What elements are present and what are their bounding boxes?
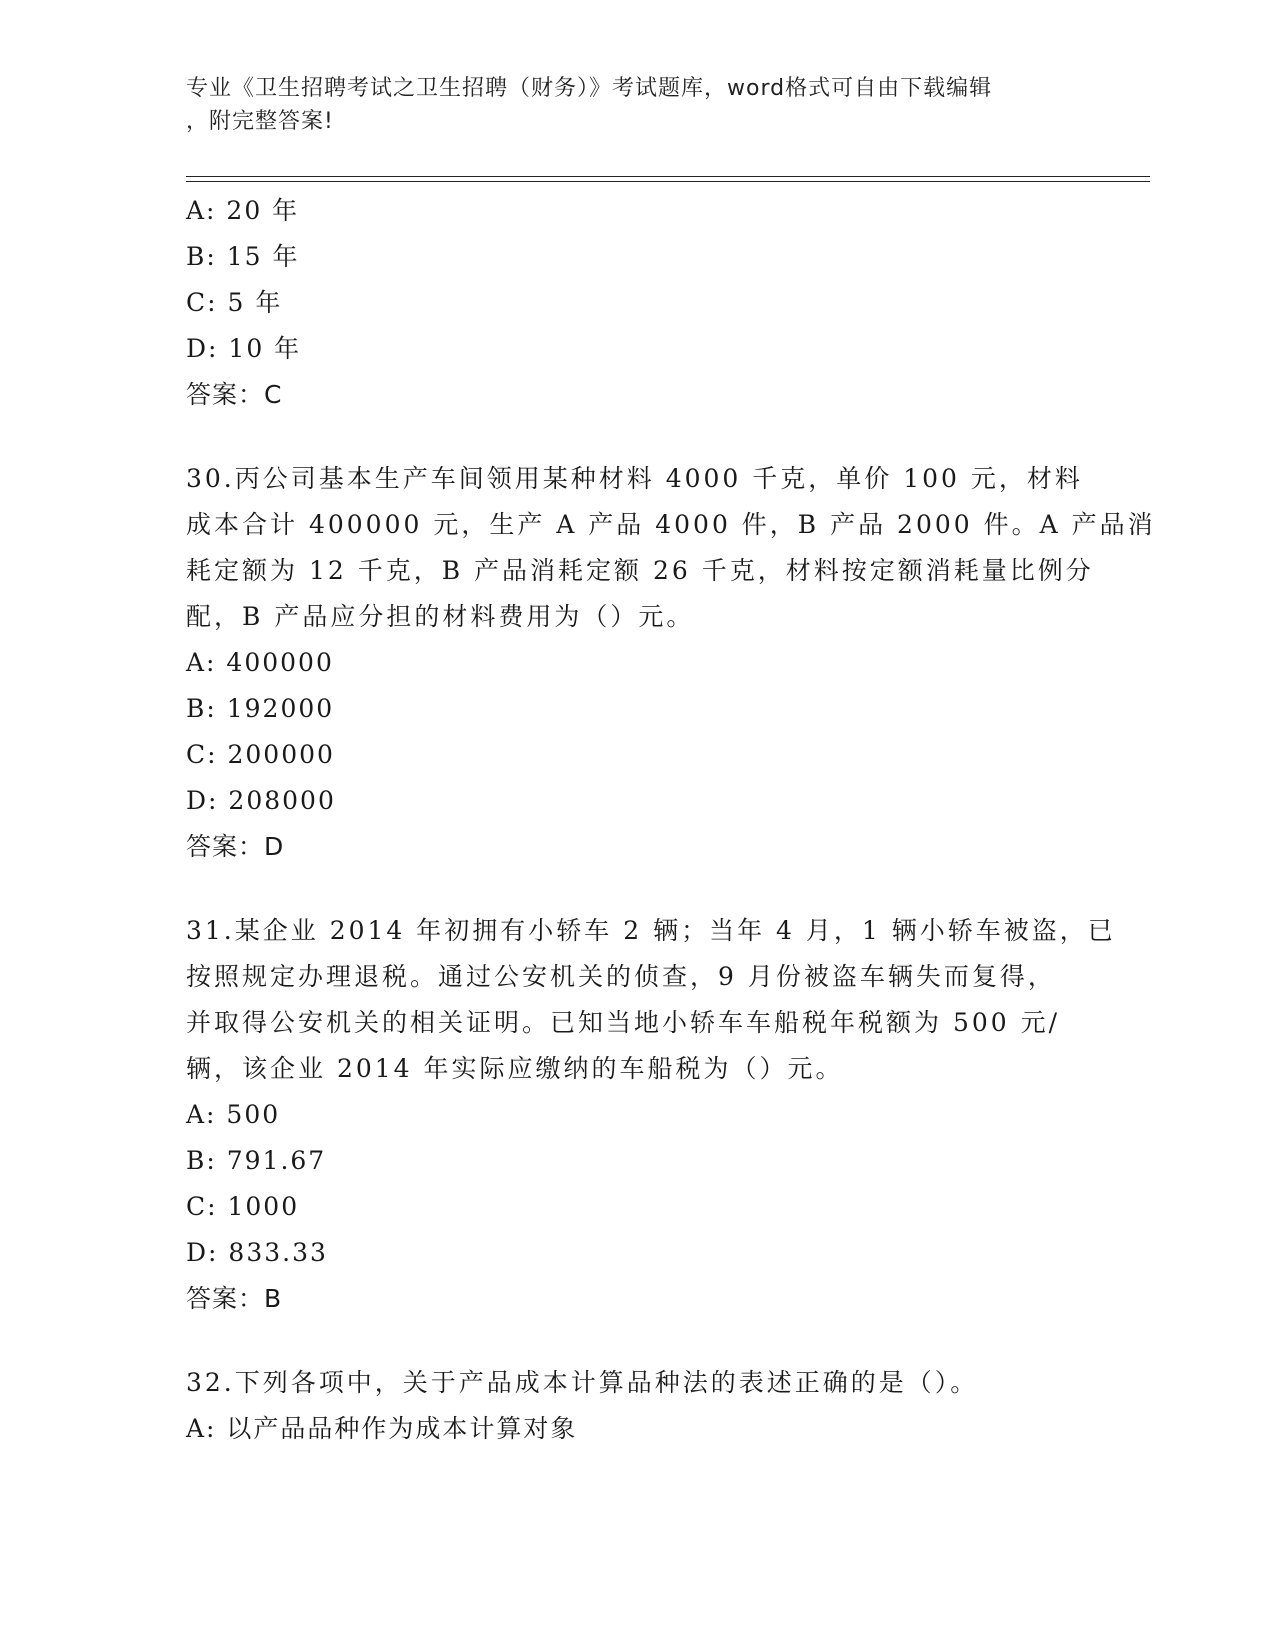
answer: 答案：B: [186, 1284, 283, 1313]
question-32: [186, 1360, 1086, 1452]
option-c: C: 1000: [186, 1192, 300, 1221]
header-line-2: ，附完整答案!: [186, 109, 334, 134]
question-text-line: 按照规定办理退税。通过公安机关的侦查，9 月份被盗车辆失而复得，: [186, 962, 1056, 991]
header-divider-top: [186, 176, 1150, 177]
header-line-1: 专业《卫生招聘考试之卫生招聘（财务）》考试题库，word格式可自由下载编辑: [186, 76, 993, 101]
option-a: A: 以产品品种作为成本计算对象: [186, 1414, 578, 1443]
question-text-line: 30.丙公司基本生产车间领用某种材料 4000 千克，单价 100 元，材料: [186, 464, 1083, 493]
answer: 答案：C: [186, 380, 283, 409]
option-d: D: 10 年: [186, 334, 302, 363]
question-text-line: 并取得公安机关的相关证明。已知当地小轿车车船税年税额为 500 元/: [186, 1008, 1061, 1037]
question-text-line: 辆，该企业 2014 年实际应缴纳的车船税为（）元。: [186, 1054, 844, 1083]
question-text-line: 配，B 产品应分担的材料费用为（）元。: [186, 602, 695, 631]
question-text-line: 31.某企业 2014 年初拥有小轿车 2 辆；当年 4 月，1 辆小轿车被盗，已: [186, 916, 1116, 945]
question-text-line: 32.下列各项中，关于产品成本计算品种法的表述正确的是（）。: [186, 1368, 979, 1397]
option-b: B: 192000: [186, 694, 335, 723]
header-divider-bottom: [186, 181, 1150, 182]
question-list: [186, 188, 1156, 1452]
question-31: [186, 908, 1116, 1322]
option-d: D: 208000: [186, 786, 336, 815]
option-a: A: 400000: [186, 648, 334, 677]
document-header: [186, 72, 1066, 138]
question-29: [186, 188, 1086, 418]
option-d: D: 833.33: [186, 1238, 328, 1267]
option-a: A: 500: [186, 1100, 281, 1129]
option-b: B: 15 年: [186, 242, 300, 271]
option-a: A: 20 年: [186, 196, 300, 225]
question-text-line: 成本合计 400000 元，生产 A 产品 4000 件，B 产品 2000 件。A 产品消: [186, 510, 1156, 539]
option-b: B: 791.67: [186, 1146, 327, 1175]
option-c: C: 200000: [186, 740, 335, 769]
option-c: C: 5 年: [186, 288, 283, 317]
question-30: [186, 456, 1156, 870]
question-text-line: 耗定额为 12 千克，B 产品消耗定额 26 千克，材料按定额消耗量比例分: [186, 556, 1094, 585]
answer: 答案：D: [186, 832, 285, 861]
